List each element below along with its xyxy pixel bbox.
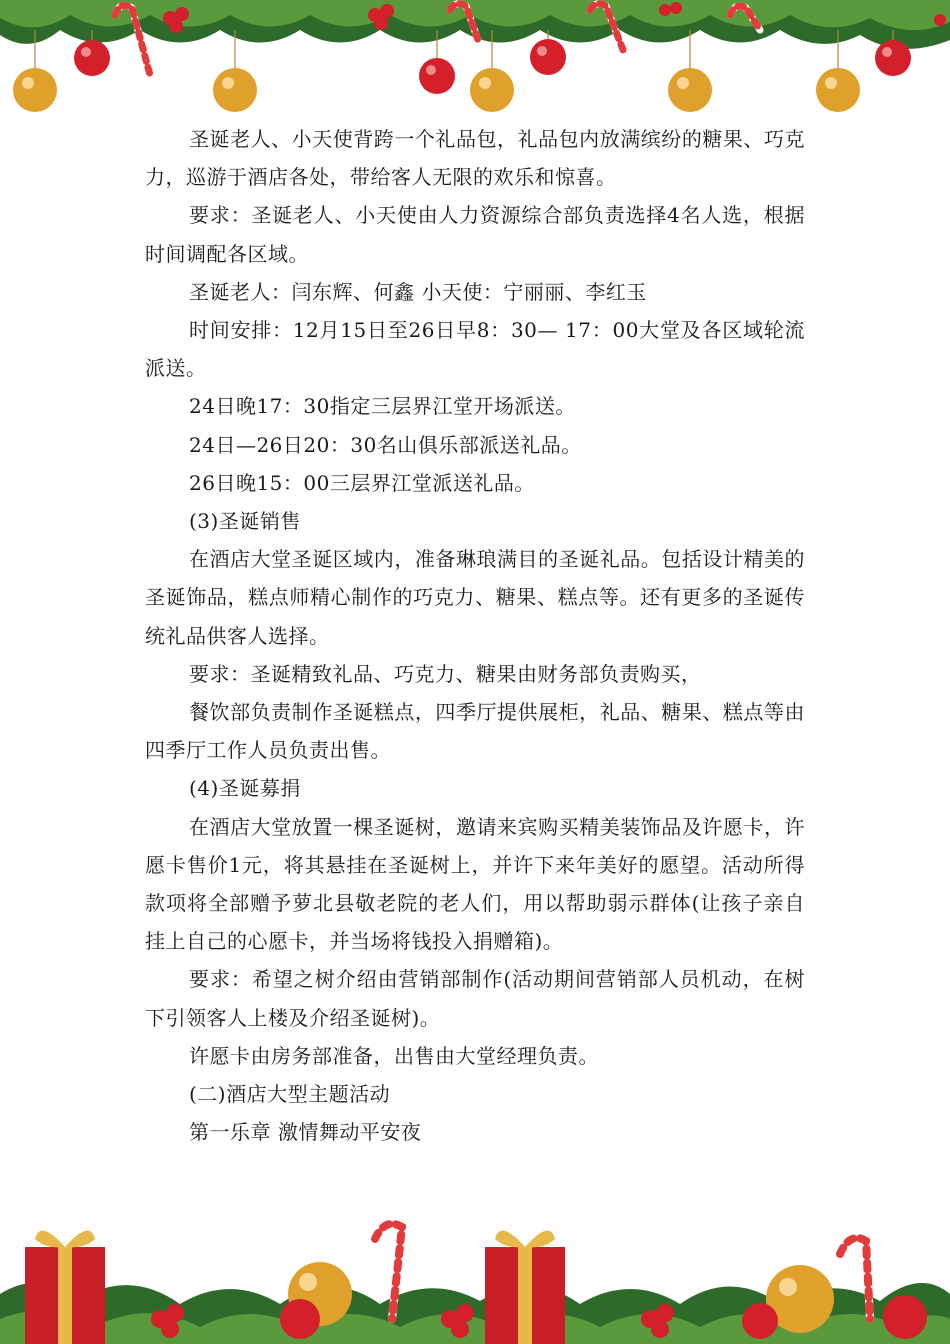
paragraph-donation-description: 在酒店大堂放置一棵圣诞树，邀请来宾购买精美装饰品及许愿卡，许愿卡售价1元，将其悬挂在圣诞树上，并许下来年美好的愿望。活动所得款项将全部赠予萝北县敬老院的老人们，用以帮助弱示群体(让孩子亲自挂上自己的心愿卡，并当场将钱投入捐赠箱)。 bbox=[145, 814, 805, 954]
section-heading-theme-activities: (二)酒店大型主题活动 bbox=[189, 1082, 391, 1107]
document-body bbox=[145, 120, 805, 1151]
section-heading-christmas-donation: (4)圣诞募捐 bbox=[189, 776, 301, 801]
paragraph-staff-names: 圣诞老人：闫东辉、何鑫 小天使：宁丽丽、李红玉 bbox=[189, 279, 647, 304]
section-heading-christmas-sales: (3)圣诞销售 bbox=[189, 509, 301, 534]
paragraph-sales-catering: 餐饮部负责制作圣诞糕点，四季厅提供展柜，礼品、糖果、糕点等由四季厅工作人员负责出售。 bbox=[145, 700, 805, 763]
paragraph-schedule-26: 26日晚15：00三层界江堂派送礼品。 bbox=[189, 470, 535, 495]
paragraph-schedule: 时间安排：12月15日至26日早8：30— 17：00大堂及各区域轮流派送。 bbox=[145, 318, 805, 381]
section-heading-first-movement: 第一乐章 激情舞动平安夜 bbox=[189, 1120, 422, 1145]
paragraph-donation-requirement: 要求：希望之树介绍由营销部制作(活动期间营销部人员机动，在树下引领客人上楼及介绍圣诞树)。 bbox=[145, 967, 805, 1030]
paragraph-schedule-24-26: 24日—26日20：30名山俱乐部派送礼品。 bbox=[189, 432, 582, 457]
paragraph-sales-requirement: 要求：圣诞精致礼品、巧克力、糖果由财务部负责购买， bbox=[189, 661, 702, 686]
top-christmas-garland bbox=[0, 0, 950, 120]
paragraph-wish-card: 许愿卡由房务部准备，出售由大堂经理负责。 bbox=[189, 1043, 599, 1068]
bottom-christmas-decoration bbox=[0, 1209, 950, 1344]
paragraph-schedule-24-evening: 24日晚17：30指定三层界江堂开场派送。 bbox=[189, 394, 576, 419]
paragraph-sales-description: 在酒店大堂圣诞区域内，准备琳琅满目的圣诞礼品。包括设计精美的圣诞饰品，糕点师精心制作的巧克力、糖果、糕点等。还有更多的圣诞传统礼品供客人选择。 bbox=[145, 547, 805, 648]
paragraph-requirement-staff: 要求：圣诞老人、小天使由人力资源综合部负责选择4名人选，根据时间调配各区域。 bbox=[145, 203, 805, 266]
paragraph-santa-angel-gifts: 圣诞老人、小天使背跨一个礼品包，礼品包内放满缤纷的糖果、巧克力，巡游于酒店各处，带给客人无限的欢乐和惊喜。 bbox=[145, 127, 805, 190]
